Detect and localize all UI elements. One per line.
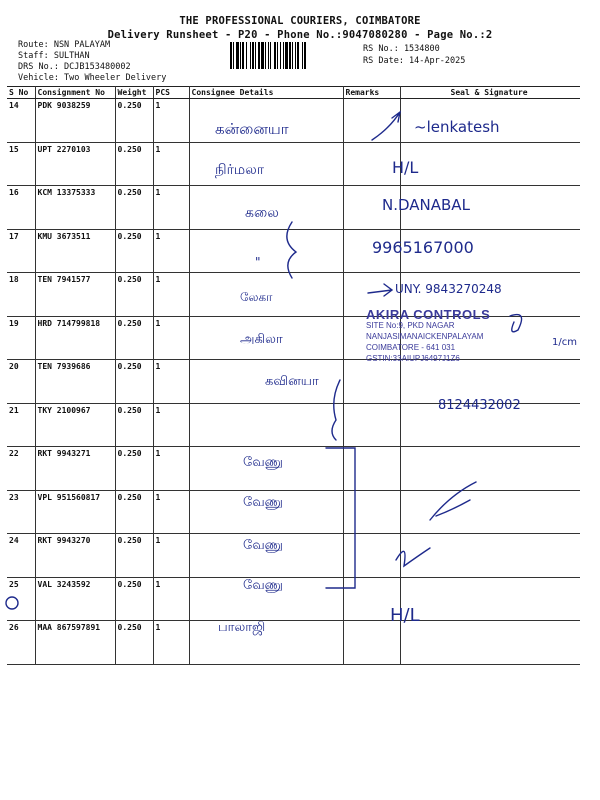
row-pcs: 1 <box>153 142 189 186</box>
rs-date: RS Date: 14-Apr-2025 <box>363 56 466 66</box>
row-consignment-no: RKT 9943270 <box>35 534 115 578</box>
signature-scribble-row23-24 <box>430 482 476 520</box>
row-consignment-no: UPT 2270103 <box>35 142 115 186</box>
row-consignment-no: VPL 951560817 <box>35 490 115 534</box>
row-consignment-no: PDK 9038259 <box>35 99 115 143</box>
arrow-mark-row14 <box>372 112 400 140</box>
row-weight: 0.250 <box>115 316 153 360</box>
row-sno: 21 <box>7 403 35 447</box>
row-sno: 19 <box>7 316 35 360</box>
rs-number: RS No.: 1534800 <box>363 44 440 54</box>
row-weight: 0.250 <box>115 534 153 578</box>
ditto-bracket-row17 <box>287 222 296 278</box>
ditto-bracket-row21 <box>332 380 340 440</box>
handwritten-consignee: வேணு <box>243 495 283 510</box>
col-header-consignment: Consignment No <box>35 87 115 99</box>
row-weight: 0.250 <box>115 273 153 317</box>
row-pcs: 1 <box>153 490 189 534</box>
row-sno: 24 <box>7 534 35 578</box>
row-sno: 17 <box>7 229 35 273</box>
row-sno: 22 <box>7 447 35 491</box>
row-pcs: 1 <box>153 360 189 404</box>
stamp-line1: SITE No:9, PKD NAGAR <box>366 321 455 330</box>
stamp-line3: COIMBATORE - 641 031 <box>366 343 456 352</box>
stamp-line4: GSTIN:33AIUPJ6497J1Z6 <box>366 354 460 363</box>
col-header-remarks: Remarks <box>343 87 400 99</box>
row-sno: 16 <box>7 186 35 230</box>
row-pcs: 1 <box>153 621 189 665</box>
handwritten-signature: H/L <box>390 605 420 626</box>
handwritten-signature: 9965167000 <box>372 238 474 257</box>
drs-label: DRS No.: DCJB153480002 <box>18 62 131 72</box>
row-sno: 15 <box>7 142 35 186</box>
handwritten-consignee: வேணு <box>243 455 283 470</box>
bracket-rows-22-25 <box>326 448 355 588</box>
handwritten-signature: ~lenkatesh <box>414 118 500 136</box>
row-consignment-no: HRD 714799818 <box>35 316 115 360</box>
row-pcs: 1 <box>153 273 189 317</box>
col-header-signature: Seal & Signature <box>400 87 580 99</box>
row-pcs: 1 <box>153 186 189 230</box>
handwritten-consignee: நிர்மலா <box>215 162 265 178</box>
stamp-name: AKIRA CONTROLS <box>366 307 491 322</box>
row-sno: 14 <box>7 99 35 143</box>
col-header-consignee: Consignee Details <box>189 87 343 99</box>
row-consignment-no: KMU 3673511 <box>35 229 115 273</box>
row-sno: 26 <box>7 621 35 665</box>
row-weight: 0.250 <box>115 229 153 273</box>
row-weight: 0.250 <box>115 490 153 534</box>
row-consignment-no: VAL 3243592 <box>35 577 115 621</box>
row-weight: 0.250 <box>115 621 153 665</box>
runsheet-title: Delivery Runsheet - P20 - Phone No.:9047080280 - Page No.:2 <box>107 29 493 41</box>
arrow-mark-row18 <box>368 284 392 296</box>
row-consignment-no: RKT 9943271 <box>35 447 115 491</box>
handwritten-consignee: வேணு <box>243 578 283 593</box>
handwritten-note-row19: 1/cm <box>552 337 577 348</box>
handwritten-signature: N.DANABAL <box>382 196 470 214</box>
row-pcs: 1 <box>153 229 189 273</box>
row-sno: 18 <box>7 273 35 317</box>
row-consignment-no: KCM 13375333 <box>35 186 115 230</box>
handwritten-consignee: " <box>255 255 261 269</box>
company-title: THE PROFESSIONAL COURIERS, COIMBATORE <box>179 15 421 27</box>
row-sno: 20 <box>7 360 35 404</box>
vehicle-label: Vehicle: Two Wheeler Delivery <box>18 73 167 83</box>
row-pcs: 1 <box>153 534 189 578</box>
row-consignment-no: TKY 2100967 <box>35 403 115 447</box>
row-pcs: 1 <box>153 99 189 143</box>
handwritten-consignee: லேகா <box>240 290 273 304</box>
circle-mark-row26 <box>6 597 18 609</box>
row-weight: 0.250 <box>115 403 153 447</box>
signature-scribble-row25 <box>396 548 430 566</box>
stamp-line2: NANJASIMANAICKENPALAYAM <box>366 332 484 341</box>
handwritten-consignee: கவினயா <box>265 374 319 389</box>
row-consignment-no: TEN 7939686 <box>35 360 115 404</box>
route-label: Route: NSN PALAYAM <box>18 40 111 50</box>
handwritten-signature: H/L <box>392 158 419 177</box>
col-header-sno: S No <box>7 87 35 99</box>
handwritten-consignee: கன்னையா <box>215 120 289 138</box>
handwritten-consignee: வேணு <box>243 538 283 553</box>
row-consignment-no: MAA 867597891 <box>35 621 115 665</box>
row-pcs: 1 <box>153 447 189 491</box>
row-sno: 23 <box>7 490 35 534</box>
row-weight: 0.250 <box>115 577 153 621</box>
handwritten-consignee: அகிலா <box>240 332 283 347</box>
row-pcs: 1 <box>153 403 189 447</box>
handwritten-signature: 8124432002 <box>438 398 521 413</box>
row-weight: 0.250 <box>115 99 153 143</box>
row-weight: 0.250 <box>115 447 153 491</box>
row-pcs: 1 <box>153 577 189 621</box>
row-weight: 0.250 <box>115 186 153 230</box>
col-header-pcs: PCS <box>153 87 189 99</box>
col-header-weight: Weight <box>115 87 153 99</box>
row-consignment-no: TEN 7941577 <box>35 273 115 317</box>
handwritten-consignee: பாலாஜி <box>218 620 266 635</box>
handwritten-signature: UNY. 9843270248 <box>395 282 502 296</box>
row-weight: 0.250 <box>115 360 153 404</box>
row-sno: 25 <box>7 577 35 621</box>
row-pcs: 1 <box>153 316 189 360</box>
staff-label: Staff: SULTHAN <box>18 51 90 61</box>
company-stamp <box>366 309 546 364</box>
handwritten-consignee: கலை <box>245 205 279 221</box>
row-weight: 0.250 <box>115 142 153 186</box>
